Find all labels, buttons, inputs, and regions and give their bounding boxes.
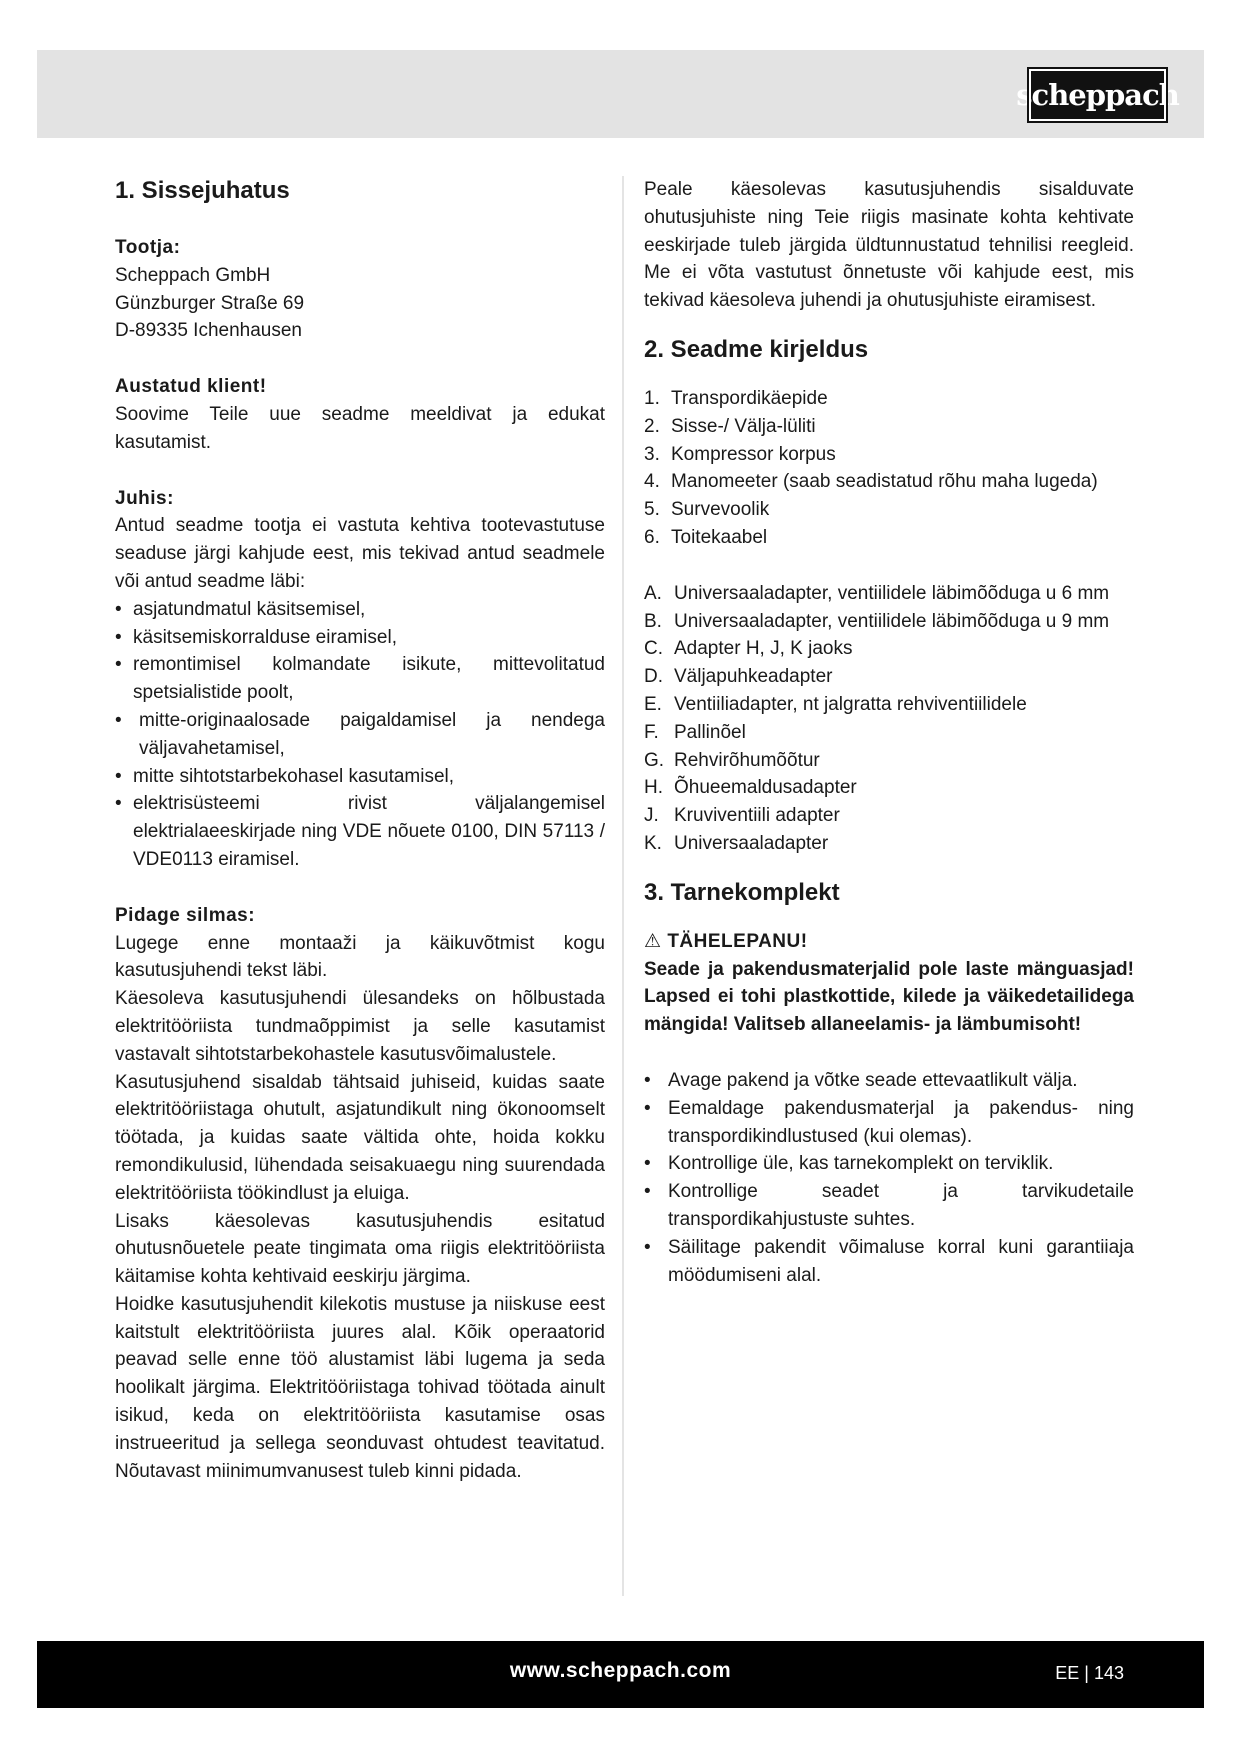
accessory-item-label: H.: [644, 777, 663, 799]
part-item-label: 5.: [644, 499, 660, 521]
delivery-bullet: • Eemaldage pakendusmaterjal ja pakendus- ning transpordikindlustused (kui olemas).: [644, 1095, 1134, 1151]
attention-paragraph: Lisaks käesolevas kasutusjuhendis esitatud ohutusnõuetele peate tingimata oma riigis elektritööriista käitamise kohta kehtivaid eeskirju järgima.: [115, 1210, 605, 1288]
accessory-item-label: E.: [644, 693, 662, 715]
part-item: [644, 385, 1134, 413]
delivery-list: [644, 1067, 1134, 1289]
note-label: Juhis:: [115, 487, 174, 509]
accessory-item-text: Rehvirõhumõõtur: [674, 749, 820, 771]
accessory-item-label: A.: [644, 582, 662, 604]
accessory-item-text: Kruviventiili adapter: [674, 805, 840, 827]
manufacturer-label: Tootja:: [115, 237, 181, 258]
part-item-text: Manomeeter (saab seadistatud rõhu maha lugeda): [671, 471, 1098, 493]
note-bullet: • elektrisüsteemi rivist väljalangemisel elektrialaeeskirjade ning VDE nõuete 0100, DIN 57113 / VDE0113 eiramisel.: [115, 790, 605, 873]
part-item-label: 1.: [644, 387, 660, 409]
accessories-list: [644, 580, 1134, 858]
scheppach-logo: scheppach: [1029, 69, 1166, 121]
note-text: Antud seadme tootja ei vastuta kehtiva tootevastutuse seaduse järgi kahjude eest, mis tekivad antud seadmele või antud seadme läbi:: [115, 515, 605, 592]
accessory-item-text: Universaaladapter: [674, 832, 829, 854]
accessory-item-label: B.: [644, 610, 662, 632]
warning-icon: ⚠: [644, 930, 662, 952]
accessory-item-text: Universaaladapter, ventiilidele läbimõõduga u 9 mm: [674, 610, 1110, 632]
section-title-delivery: 3. Tarnekomplekt: [644, 878, 840, 906]
delivery-bullet: • Kontrollige seadet ja tarvikudetaile transpordikahjustuste suhtes.: [644, 1178, 1134, 1234]
note-bullet: • remontimisel kolmandate isikute, mittevolitatud spetsialistide poolt,: [115, 651, 605, 707]
part-item-label: 3.: [644, 443, 660, 465]
accessory-item: [644, 830, 1134, 858]
warning-text: Seade ja pakendusmaterjalid pole laste mänguasjad! Lapsed ei tohi plastkottide, kilede ja väikedetailidega mängida! Valitseb allaneelamis- ja lämbumisoht!: [644, 958, 1134, 1036]
part-item-label: 2.: [644, 415, 660, 437]
accessory-item: [644, 719, 1134, 747]
accessory-item-label: C.: [644, 638, 663, 660]
accessory-item: [644, 774, 1134, 802]
safety-intro: Peale käesolevas kasutusjuhendis sisalduvate ohutusjuhiste ning Teie riigis masinate kohta kehtivate eeskirjade tuleb järgida üldtunnustatud tehnilisi reegleid. Me ei võta vastutust õnnetuste või kahjude eest, mis tekivad käesoleva juhendi ja ohutusjuhiste eiramisest.: [644, 179, 1134, 312]
accessory-item: [644, 802, 1134, 830]
customer-label: Austatud klient!: [115, 376, 267, 398]
accessory-item-text: Ventiiliadapter, nt jalgratta rehviventiilidele: [674, 693, 1027, 715]
accessory-item-label: D.: [644, 666, 663, 688]
page-number: EE | 143: [1055, 1663, 1124, 1683]
part-item-text: Sisse-/ Välja-lüliti: [671, 415, 816, 437]
accessory-item-label: G.: [644, 749, 665, 771]
accessory-item-label: J.: [644, 805, 659, 827]
warning-heading: [644, 928, 1134, 956]
website-link[interactable]: www.scheppach.com: [509, 1659, 732, 1682]
section-title-intro: 1. Sissejuhatus: [115, 177, 290, 204]
accessory-item: [644, 608, 1134, 636]
part-item-text: Kompressor korpus: [671, 443, 836, 465]
delivery-bullet: • Säilitage pakendit võimaluse korral kuni garantiiaja möödumiseni alal.: [644, 1234, 1134, 1290]
accessory-item-text: Universaaladapter, ventiilidele läbimõõduga u 6 mm: [674, 582, 1110, 604]
accessory-item: [644, 635, 1134, 663]
accessory-item: [644, 747, 1134, 775]
attention-paragraph: Kasutusjuhend sisaldab tähtsaid juhiseid, kuidas saate elektritööriistaga ohutult, asjatundikult ning ökonoomselt töötada, ja kuidas saate vältida ohte, hoida kokku remondikulusid, lühendada seisakuaegu ning suurendada elektritööriista töökindlust ja eluiga.: [115, 1071, 605, 1204]
accessory-item-text: Väljapuhkeadapter: [674, 666, 833, 688]
accessory-item-label: K.: [644, 832, 662, 854]
accessory-item-text: Õhueemaldusadapter: [674, 777, 857, 799]
right-column: [644, 176, 1134, 1289]
part-item: [644, 441, 1134, 469]
attention-paragraph: Lugege enne montaaži ja käikuvõtmist kogu kasutusjuhendi tekst läbi.: [115, 932, 605, 982]
footer-bar: [37, 1641, 1204, 1708]
column-divider: [622, 176, 624, 1596]
accessory-item-text: Adapter H, J, K jaoks: [674, 638, 853, 660]
delivery-bullet: • Kontrollige üle, kas tarnekomplekt on terviklik.: [644, 1150, 1134, 1178]
part-item-text: Toitekaabel: [671, 526, 768, 548]
customer-text: Soovime Teile uue seadme meeldivat ja edukat kasutamist.: [115, 403, 605, 453]
accessory-item-label: F.: [644, 721, 659, 743]
accessory-item: [644, 663, 1134, 691]
attention-label: Pidage silmas:: [115, 904, 256, 926]
note-bullet: • mitte sihtotstarbekohasel kasutamisel,: [115, 763, 605, 791]
section-title-description: 2. Seadme kirjeldus: [644, 335, 869, 363]
address-line: Scheppach GmbH: [115, 264, 271, 286]
part-item: [644, 413, 1134, 441]
accessory-item: [644, 691, 1134, 719]
accessory-item-text: Pallinõel: [674, 721, 746, 743]
part-item: [644, 468, 1134, 496]
part-item: [644, 524, 1134, 552]
address-line: Günzburger Straße 69: [115, 292, 305, 314]
parts-list: [644, 385, 1134, 552]
attention-paragraph: Käesoleva kasutusjuhendi ülesandeks on hõlbustada elektritööriista tundmaõppimist ja selle kasutamist vastavalt sihtotstarbekohastele kasutusvõimalustele.: [115, 988, 605, 1065]
part-item-text: Survevoolik: [671, 499, 770, 521]
part-item-label: 4.: [644, 471, 660, 493]
part-item-label: 6.: [644, 526, 660, 548]
warning-label: TÄHELEPANU!: [667, 930, 808, 952]
delivery-bullet: • Avage pakend ja võtke seade ettevaatlikult välja.: [644, 1067, 1134, 1095]
note-bullet: • mitte-originaalosade paigaldamisel ja nendega väljavahetamisel,: [115, 707, 605, 763]
part-item: [644, 496, 1134, 524]
accessory-item: [644, 580, 1134, 608]
attention-paragraph: Hoidke kasutusjuhendit kilekotis mustuse ja niiskuse eest kaitstult elektritööriista juures alal. Kõik operaatorid peavad selle enne töö alustamist läbi lugema ja seda hoolikalt järgima. Elektritööriistaga tohivad töötada ainult isikud, keda on elektritööriista kasutamise osas instrueeritud ja sellega seonduvast ohtudest teavitatud. Nõutavast miinimumvanusest tuleb kinni pidada.: [115, 1293, 605, 1482]
address-line: D-89335 Ichenhausen: [115, 320, 302, 342]
part-item-text: Transpordikäepide: [671, 387, 828, 409]
left-column: [115, 176, 605, 1485]
note-bullet: • käsitsemiskorralduse eiramisel,: [115, 624, 605, 652]
note-bullet: • asjatundmatul käsitsemisel,: [115, 596, 605, 624]
